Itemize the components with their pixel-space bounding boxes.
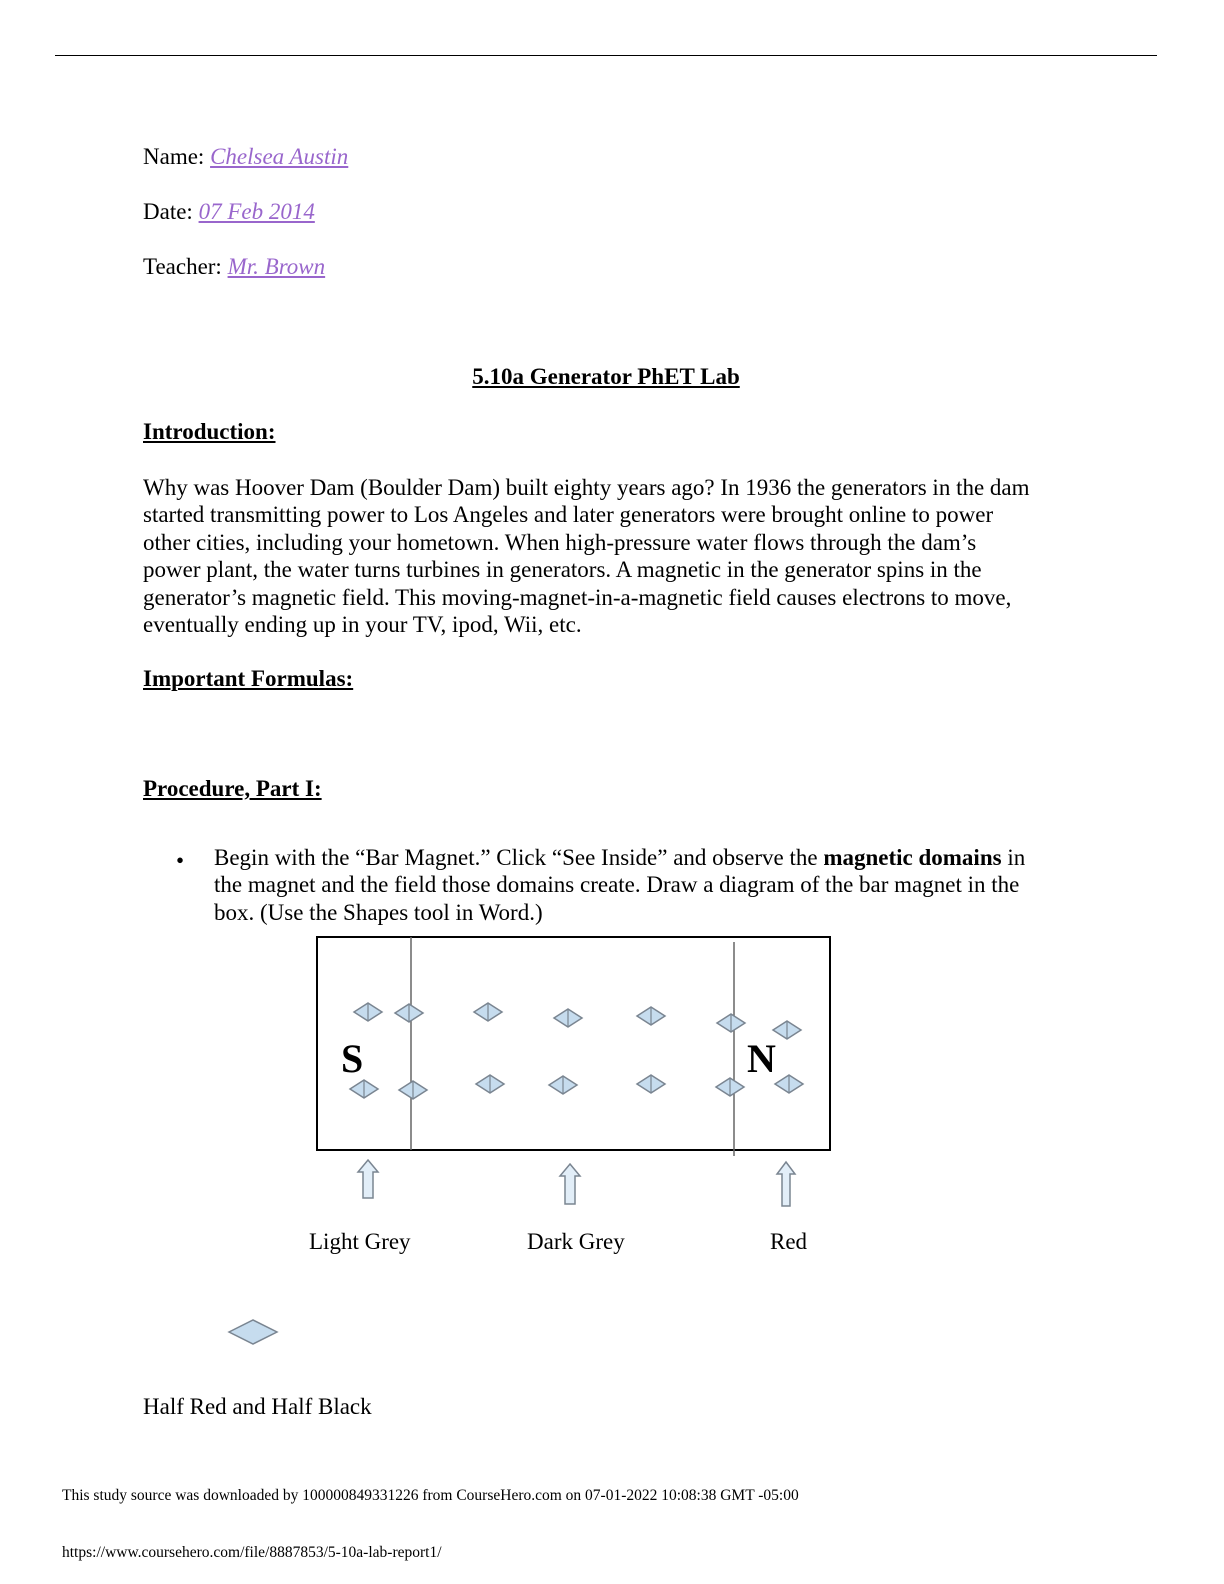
teacher-field [143,253,325,281]
magnetic-domain-icon [395,1004,423,1022]
top-rule [55,55,1157,56]
intro-line: Why was Hoover Dam (Boulder Dam) built eighty years ago? In 1936 the generators in the dam [143,475,1030,500]
up-arrow-icon [358,1160,378,1198]
intro-line: eventually ending up in your TV, ipod, Wii, etc. [143,612,582,638]
magnetic-domain-icon [637,1075,665,1093]
magnetic-domain-icon [554,1009,582,1027]
bullet-bold-term: magnetic domains [823,845,1002,870]
date-label: Date: [143,199,193,224]
label-red: Red [770,1229,808,1254]
formulas-heading: Important Formulas: [143,666,354,691]
intro-line: other cities, including your hometown. When high-pressure water flows through the dam’s [143,529,977,555]
teacher-value[interactable]: Mr. Brown [227,254,326,279]
label-light-grey: Light Grey [309,1229,411,1254]
page-title: 5.10a Generator PhET Lab [472,364,740,389]
south-pole-label: S [341,1036,364,1081]
name-label: Name: [143,144,205,169]
bullet-marker: • [176,848,185,873]
bullet-line [214,844,1074,871]
bullet-text-b: in [1001,845,1026,870]
magnetic-domain-icon [717,1014,745,1032]
date-field [143,198,315,226]
bullet-text-a: Begin with the “Bar Magnet.” Click “See Inside” and observe the [214,845,824,870]
date-value[interactable]: 07 Feb 2014 [198,199,315,224]
domain-legend-icon [226,1318,280,1348]
introduction-heading: Introduction: [143,419,276,444]
magnetic-domain-icon [476,1075,504,1093]
intro-line: generator’s magnetic field. This moving-magnet-in-a-magnetic field causes electrons to move, [143,584,1012,610]
up-arrow-icon [560,1164,580,1204]
name-value[interactable]: Chelsea Austin [210,144,349,169]
intro-line: started transmitting power to Los Angeles and later generators were brought online to power [143,502,994,528]
procedure-heading: Procedure, Part I: [143,776,322,801]
magnetic-domain-icon [637,1007,665,1025]
magnetic-domain-icon [716,1078,744,1096]
intro-line: power plant, the water turns turbines in generators. A magnetic in the generator spins in the [143,557,982,583]
legend-label: Half Red and Half Black [143,1394,372,1419]
procedure-bullet [214,844,1074,926]
magnetic-domain-icon [350,1080,378,1098]
introduction-paragraph [143,474,1073,638]
bullet-line: the magnet and the field those domains create. Draw a diagram of the bar magnet in the [214,872,1020,898]
label-dark-grey: Dark Grey [527,1229,625,1254]
bullet-line: box. (Use the Shapes tool in Word.) [214,899,543,925]
magnetic-domain-icon [474,1003,502,1021]
magnetic-domain-icon [549,1076,577,1094]
source-url[interactable]: https://www.coursehero.com/file/8887853/5-10a-lab-report1/ [62,1544,442,1561]
magnetic-domain-icon [775,1075,803,1093]
up-arrow-icon [777,1162,795,1206]
bar-magnet-diagram [300,930,860,1220]
magnetic-domain-icon [354,1003,382,1021]
north-pole-label: N [747,1036,776,1081]
teacher-label: Teacher: [143,254,222,279]
download-note: This study source was downloaded by 100000849331226 from CourseHero.com on 07-01-2022 10:08:38 GMT -05:00 [62,1487,799,1504]
name-field [143,143,348,171]
magnetic-domain-icon [773,1021,801,1039]
magnetic-domain-icon [399,1081,427,1099]
